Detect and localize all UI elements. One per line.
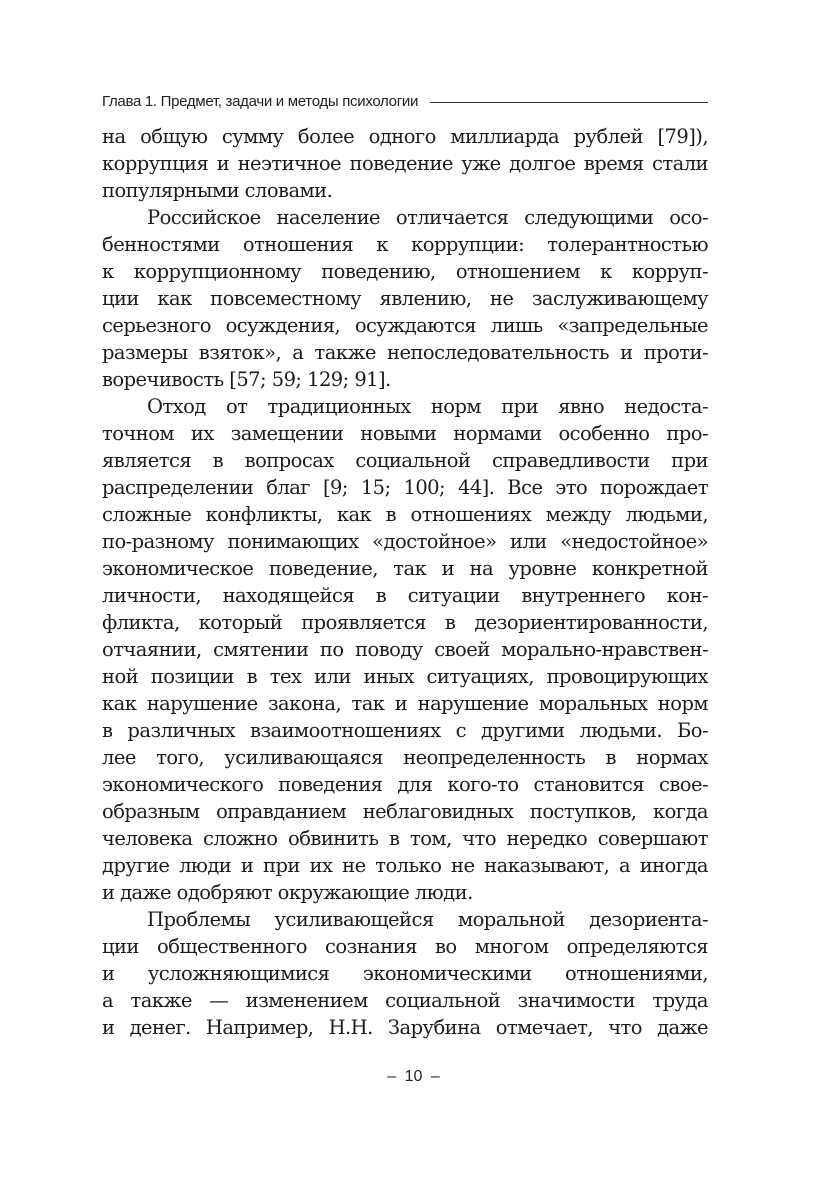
header-rule [430, 102, 708, 103]
text-line: образным оправданием неблаговидных поступков, когда [102, 800, 708, 823]
text-line: коррупция и неэтичное поведение уже долгое время стали [102, 152, 708, 175]
text-line: ции как повсеместному явлению, не заслуживающему [102, 287, 708, 310]
text-line: и денег. Например, Н.Н. Зарубина отмечает, что даже [102, 1016, 708, 1039]
text-line: популярными словами. [102, 179, 333, 202]
text-line: распределении благ [9; 15; 100; 44]. Все это порождает [102, 476, 708, 499]
text-line: точном их замещении новыми нормами особенно про- [102, 422, 708, 445]
text-line: Проблемы усиливающейся моральной дезориента- [147, 908, 708, 931]
text-line: лее того, усиливающаяся неопределенность в нормах [102, 746, 708, 769]
text-line: ной позиции в тех или иных ситуациях, провоцирующих [102, 665, 708, 688]
text-line: сложные конфликты, как в отношениях между людьми, [102, 503, 708, 526]
chapter-title: Глава 1. Предмет, задачи и методы психологии [102, 92, 419, 110]
main-text [102, 123, 708, 1041]
text-line: личности, находящейся в ситуации внутреннего кон- [102, 584, 708, 607]
text-line: по-разному понимающих «достойное» или «недостойное» [102, 530, 708, 553]
text-line: на общую сумму более одного миллиарда рублей [79]), [102, 125, 708, 148]
text-line: фликта, который проявляется в дезориентированности, [102, 611, 708, 634]
text-line: человека сложно обвинить в том, что нередко совершают [102, 827, 708, 850]
text-line: воречивость [57; 59; 129; 91]. [102, 368, 391, 391]
text-line: ции общественного сознания во многом определяются [102, 935, 708, 958]
text-line: как нарушение закона, так и нарушение моральных норм [102, 692, 708, 715]
text-line: и усложняющимися экономическими отношениями, [102, 962, 708, 985]
text-line: бенностями отношения к коррупции: толерантностью [102, 233, 708, 256]
text-line: экономическое поведение, так и на уровне конкретной [102, 557, 708, 580]
text-line: и даже одобряют окружающие люди. [102, 881, 473, 904]
text-line: к коррупционному поведению, отношением к корруп- [102, 260, 708, 283]
page-number: – 10 – [387, 1068, 440, 1085]
text-line: является в вопросах социальной справедливости при [102, 449, 708, 472]
text-line: другие люди и при их не только не наказывают, а иногда [102, 854, 708, 877]
text-line: Российское население отличается следующими осо- [147, 206, 708, 229]
text-line: размеры взяток», а также непоследовательность и проти- [102, 341, 708, 364]
text-line: а также — изменением социальной значимости труда [102, 989, 708, 1012]
text-line: серьезного осуждения, осуждаются лишь «запредельные [102, 314, 708, 337]
text-line: Отход от традиционных норм при явно недоста- [147, 395, 708, 418]
running-header [102, 89, 708, 113]
text-line: экономического поведения для кого-то становится свое- [102, 773, 708, 796]
text-line: в различных взаимоотношениях с другими людьми. Бо- [102, 719, 708, 742]
text-line: отчаянии, смятении по поводу своей морально-нравствен- [102, 638, 708, 661]
